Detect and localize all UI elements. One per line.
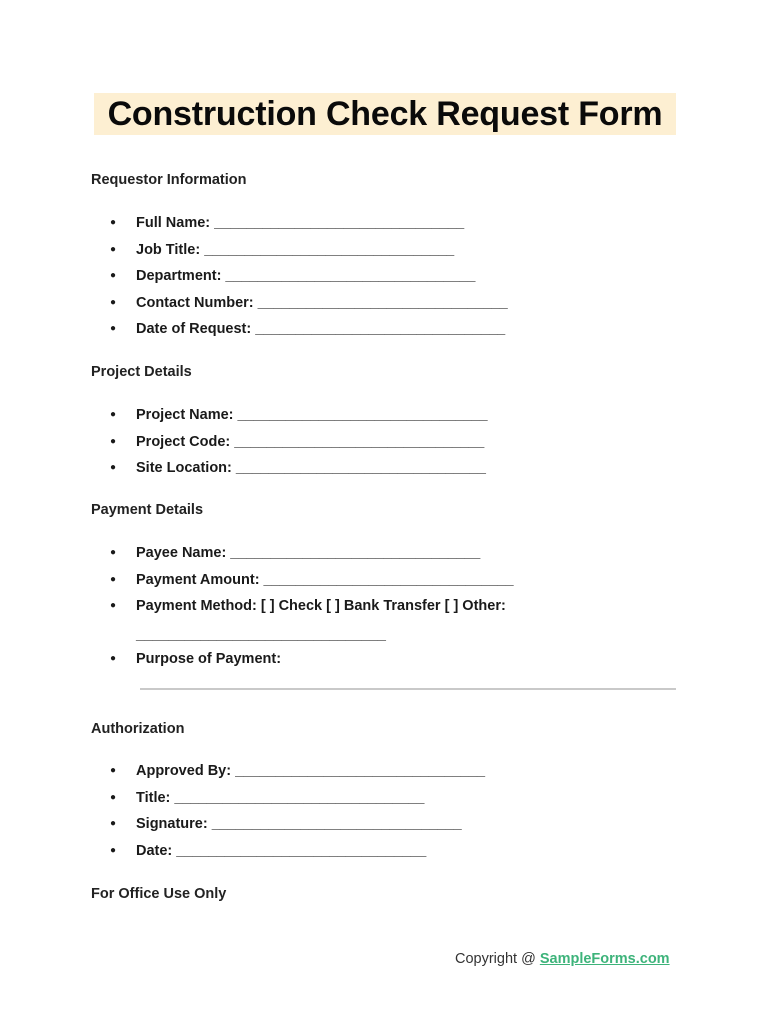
payment-method-other-blank[interactable]: _______________________________	[136, 627, 386, 643]
field-contact-number[interactable]: ● Contact Number: _______________________________	[108, 294, 508, 312]
field-payee-name[interactable]: ● Payee Name: _______________________________	[108, 544, 514, 562]
field-approved-by[interactable]: ● Approved By: _______________________________	[108, 762, 485, 780]
purpose-field-list	[108, 650, 281, 668]
page-title: Construction Check Request Form	[94, 93, 676, 135]
section-title-project: Project Details	[91, 364, 192, 380]
section-title-authorization: Authorization	[91, 721, 185, 737]
authorization-field-list	[108, 762, 485, 860]
field-project-name[interactable]: ● Project Name: _______________________________	[108, 406, 488, 424]
copyright-notice	[455, 950, 670, 968]
field-project-code[interactable]: ● Project Code: _______________________________	[108, 433, 488, 451]
payment-field-list	[108, 544, 514, 615]
field-payment-amount[interactable]: ● Payment Amount: _______________________________	[108, 571, 514, 589]
section-title-requestor: Requestor Information	[91, 172, 247, 188]
field-full-name[interactable]: ● Full Name: _______________________________	[108, 214, 508, 232]
requestor-field-list	[108, 214, 508, 338]
field-date-of-request[interactable]: ● Date of Request: _______________________________	[108, 320, 508, 338]
field-job-title[interactable]: ● Job Title: _______________________________	[108, 241, 508, 259]
field-site-location[interactable]: ● Site Location: _______________________________	[108, 459, 488, 477]
project-field-list	[108, 406, 488, 477]
field-date[interactable]: ● Date: _______________________________	[108, 842, 485, 860]
purpose-answer-line[interactable]	[140, 688, 676, 690]
section-title-payment: Payment Details	[91, 502, 204, 518]
field-title[interactable]: ● Title: _______________________________	[108, 789, 485, 807]
copyright-prefix: Copyright @	[455, 951, 540, 967]
sampleforms-link[interactable]: SampleForms.com	[539, 951, 670, 967]
section-title-office-use: For Office Use Only	[91, 886, 227, 902]
field-purpose-of-payment[interactable]: ● Purpose of Payment:	[108, 650, 281, 668]
field-department[interactable]: ● Department: _______________________________	[108, 267, 508, 285]
field-signature[interactable]: ● Signature: _______________________________	[108, 815, 485, 833]
field-payment-method[interactable]: ● Payment Method: [ ] Check [ ] Bank Transfer [ ] Other:	[108, 597, 514, 615]
